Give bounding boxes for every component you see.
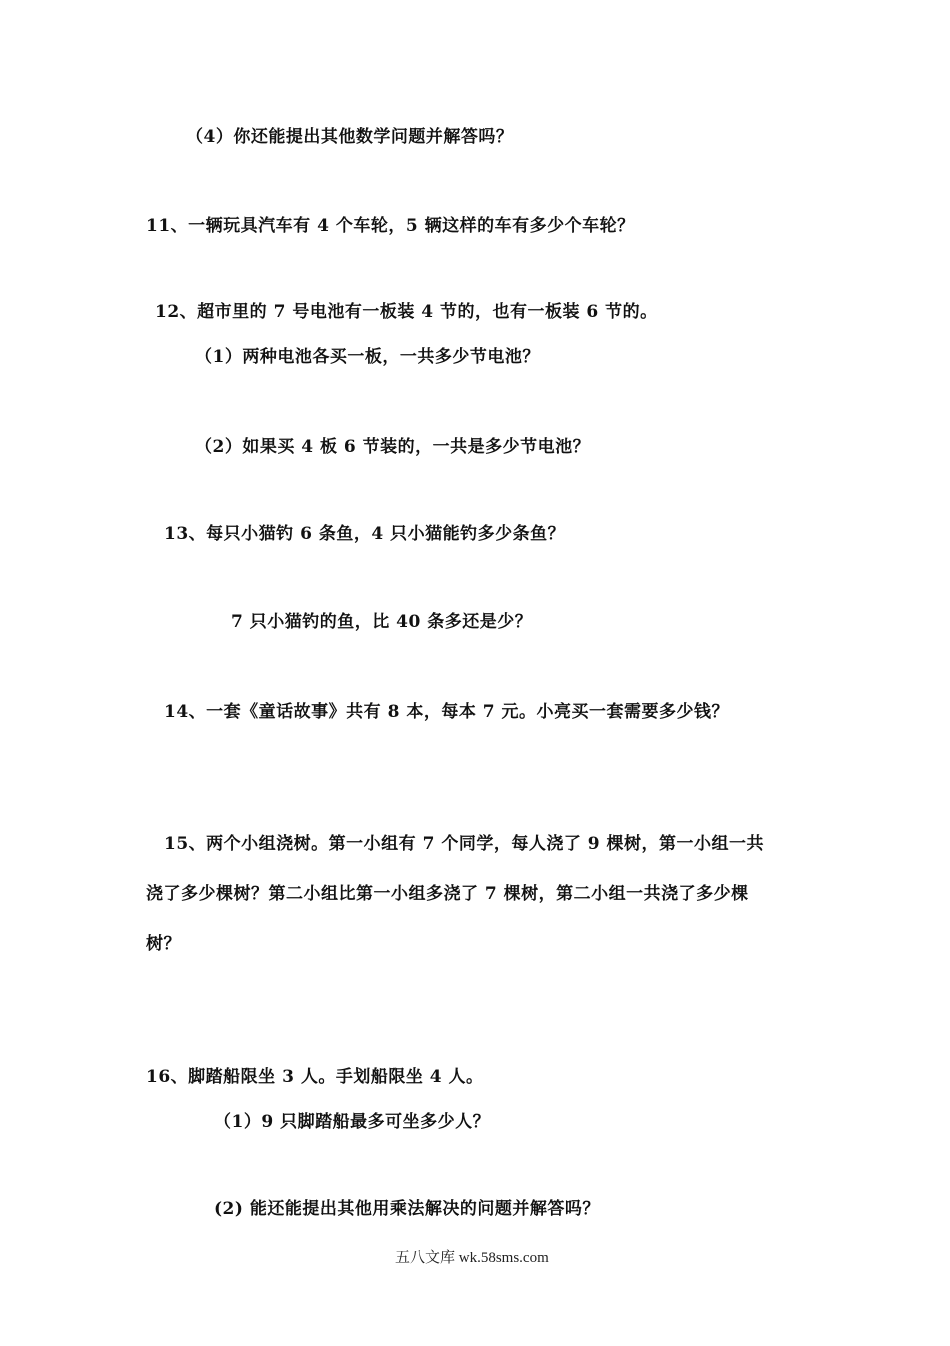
question-15-line-1: 15、两个小组浇树。第一小组有 7 个同学，每人浇了 9 棵树，第一小组一共 xyxy=(164,834,764,854)
question-15-line-3: 树？ xyxy=(146,934,181,954)
question-13: 13、每只小猫钓 6 条鱼，4 只小猫能钓多少条鱼？ xyxy=(164,524,566,544)
question-10-part-4: （4）你还能提出其他数学问题并解答吗？ xyxy=(186,127,514,147)
question-16-part-1: （1）9 只脚踏船最多可坐多少人？ xyxy=(214,1112,491,1132)
question-14: 14、一套《童话故事》共有 8 本，每本 7 元。小亮买一套需要多少钱？ xyxy=(164,702,729,722)
question-16-part-2: (2) 能还能提出其他用乘法解决的问题并解答吗？ xyxy=(214,1199,600,1219)
question-13-followup: 7 只小猫钓的鱼，比 40 条多还是少？ xyxy=(231,612,533,632)
question-15-line-2: 浇了多少棵树？第二小组比第一小组多浇了 7 棵树，第二小组一共浇了多少棵 xyxy=(146,884,749,904)
question-12-part-1: （1）两种电池各买一板，一共多少节电池？ xyxy=(195,347,540,367)
question-11: 11、一辆玩具汽车有 4 个车轮，5 辆这样的车有多少个车轮？ xyxy=(146,216,635,236)
question-16: 16、脚踏船限坐 3 人。手划船限坐 4 人。 xyxy=(146,1067,484,1087)
question-12-part-2: （2）如果买 4 板 6 节装的，一共是多少节电池？ xyxy=(195,437,591,457)
question-12: 12、超市里的 7 号电池有一板装 4 节的，也有一板装 6 节的。 xyxy=(155,302,658,322)
page-footer-watermark: 五八文库 wk.58sms.com xyxy=(395,1250,549,1266)
